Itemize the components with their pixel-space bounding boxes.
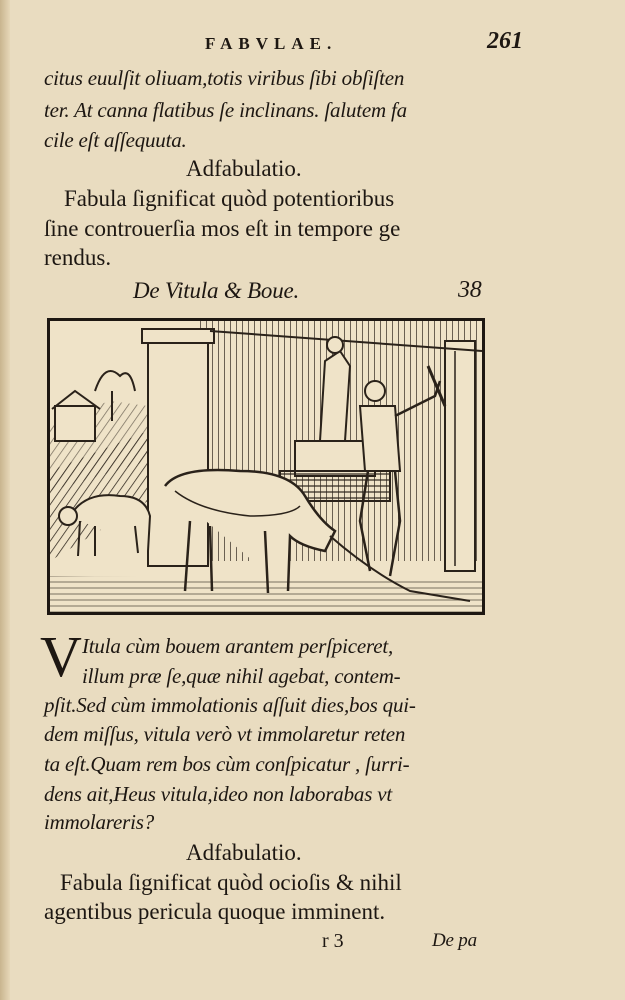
- fable2-line-7: immolareris?: [44, 810, 154, 834]
- page-edge: [0, 0, 10, 1000]
- moral1-line-2: ſine controuerſia mos eſt in tempore ge: [44, 216, 401, 241]
- moral1-heading: Adfabulatio.: [186, 156, 302, 181]
- fable2-line-1: Itula cùm bouem arantem perſpiceret,: [82, 634, 394, 658]
- moral2-line-1: Fabula ſignificat quòd ocioſis & nihil: [60, 870, 402, 895]
- fable1-line-2: ter. At canna flatibus ſe inclinans. ſalutem fa: [44, 98, 407, 122]
- moral1-line-3: rendus.: [44, 245, 112, 270]
- catchword: De pa: [432, 930, 477, 951]
- fable2-line-6: dens ait,Heus vitula,ideo non laborabas vt: [44, 782, 392, 806]
- fable2-number: 38: [458, 277, 482, 303]
- moral2-line-2: agentibus pericula quoque imminent.: [44, 899, 386, 924]
- running-title: FABVLAE.: [205, 34, 338, 53]
- signature-mark: r 3: [322, 930, 344, 952]
- woodcut-drawing: [50, 321, 482, 612]
- moral2-heading: Adfabulatio.: [186, 840, 302, 865]
- fable2-line-3: pſit.Sed cùm immolationis aſſuit dies,bos qui-: [44, 693, 416, 717]
- fable2-line-2: illum præ ſe,quæ nihil agebat, contem-: [82, 664, 401, 688]
- fable1-line-3: cile eſt aſſequuta.: [44, 128, 187, 152]
- fable1-line-1: citus euulſit oliuam,totis viribus ſibi obſiſten: [44, 66, 405, 90]
- fable2-line-5: ta eſt.Quam rem bos cùm conſpicatur , ſurri-: [44, 752, 410, 776]
- moral1-line-1: Fabula ſignificat quòd potentioribus: [64, 186, 395, 211]
- fable2-line-4: dem miſſus, vitula verò vt immolaretur reten: [44, 722, 406, 746]
- drop-cap: V: [40, 624, 82, 689]
- fable2-title: De Vitula & Boue.: [133, 278, 300, 303]
- woodcut-illustration: [47, 318, 485, 615]
- folio-number: 261: [487, 28, 523, 54]
